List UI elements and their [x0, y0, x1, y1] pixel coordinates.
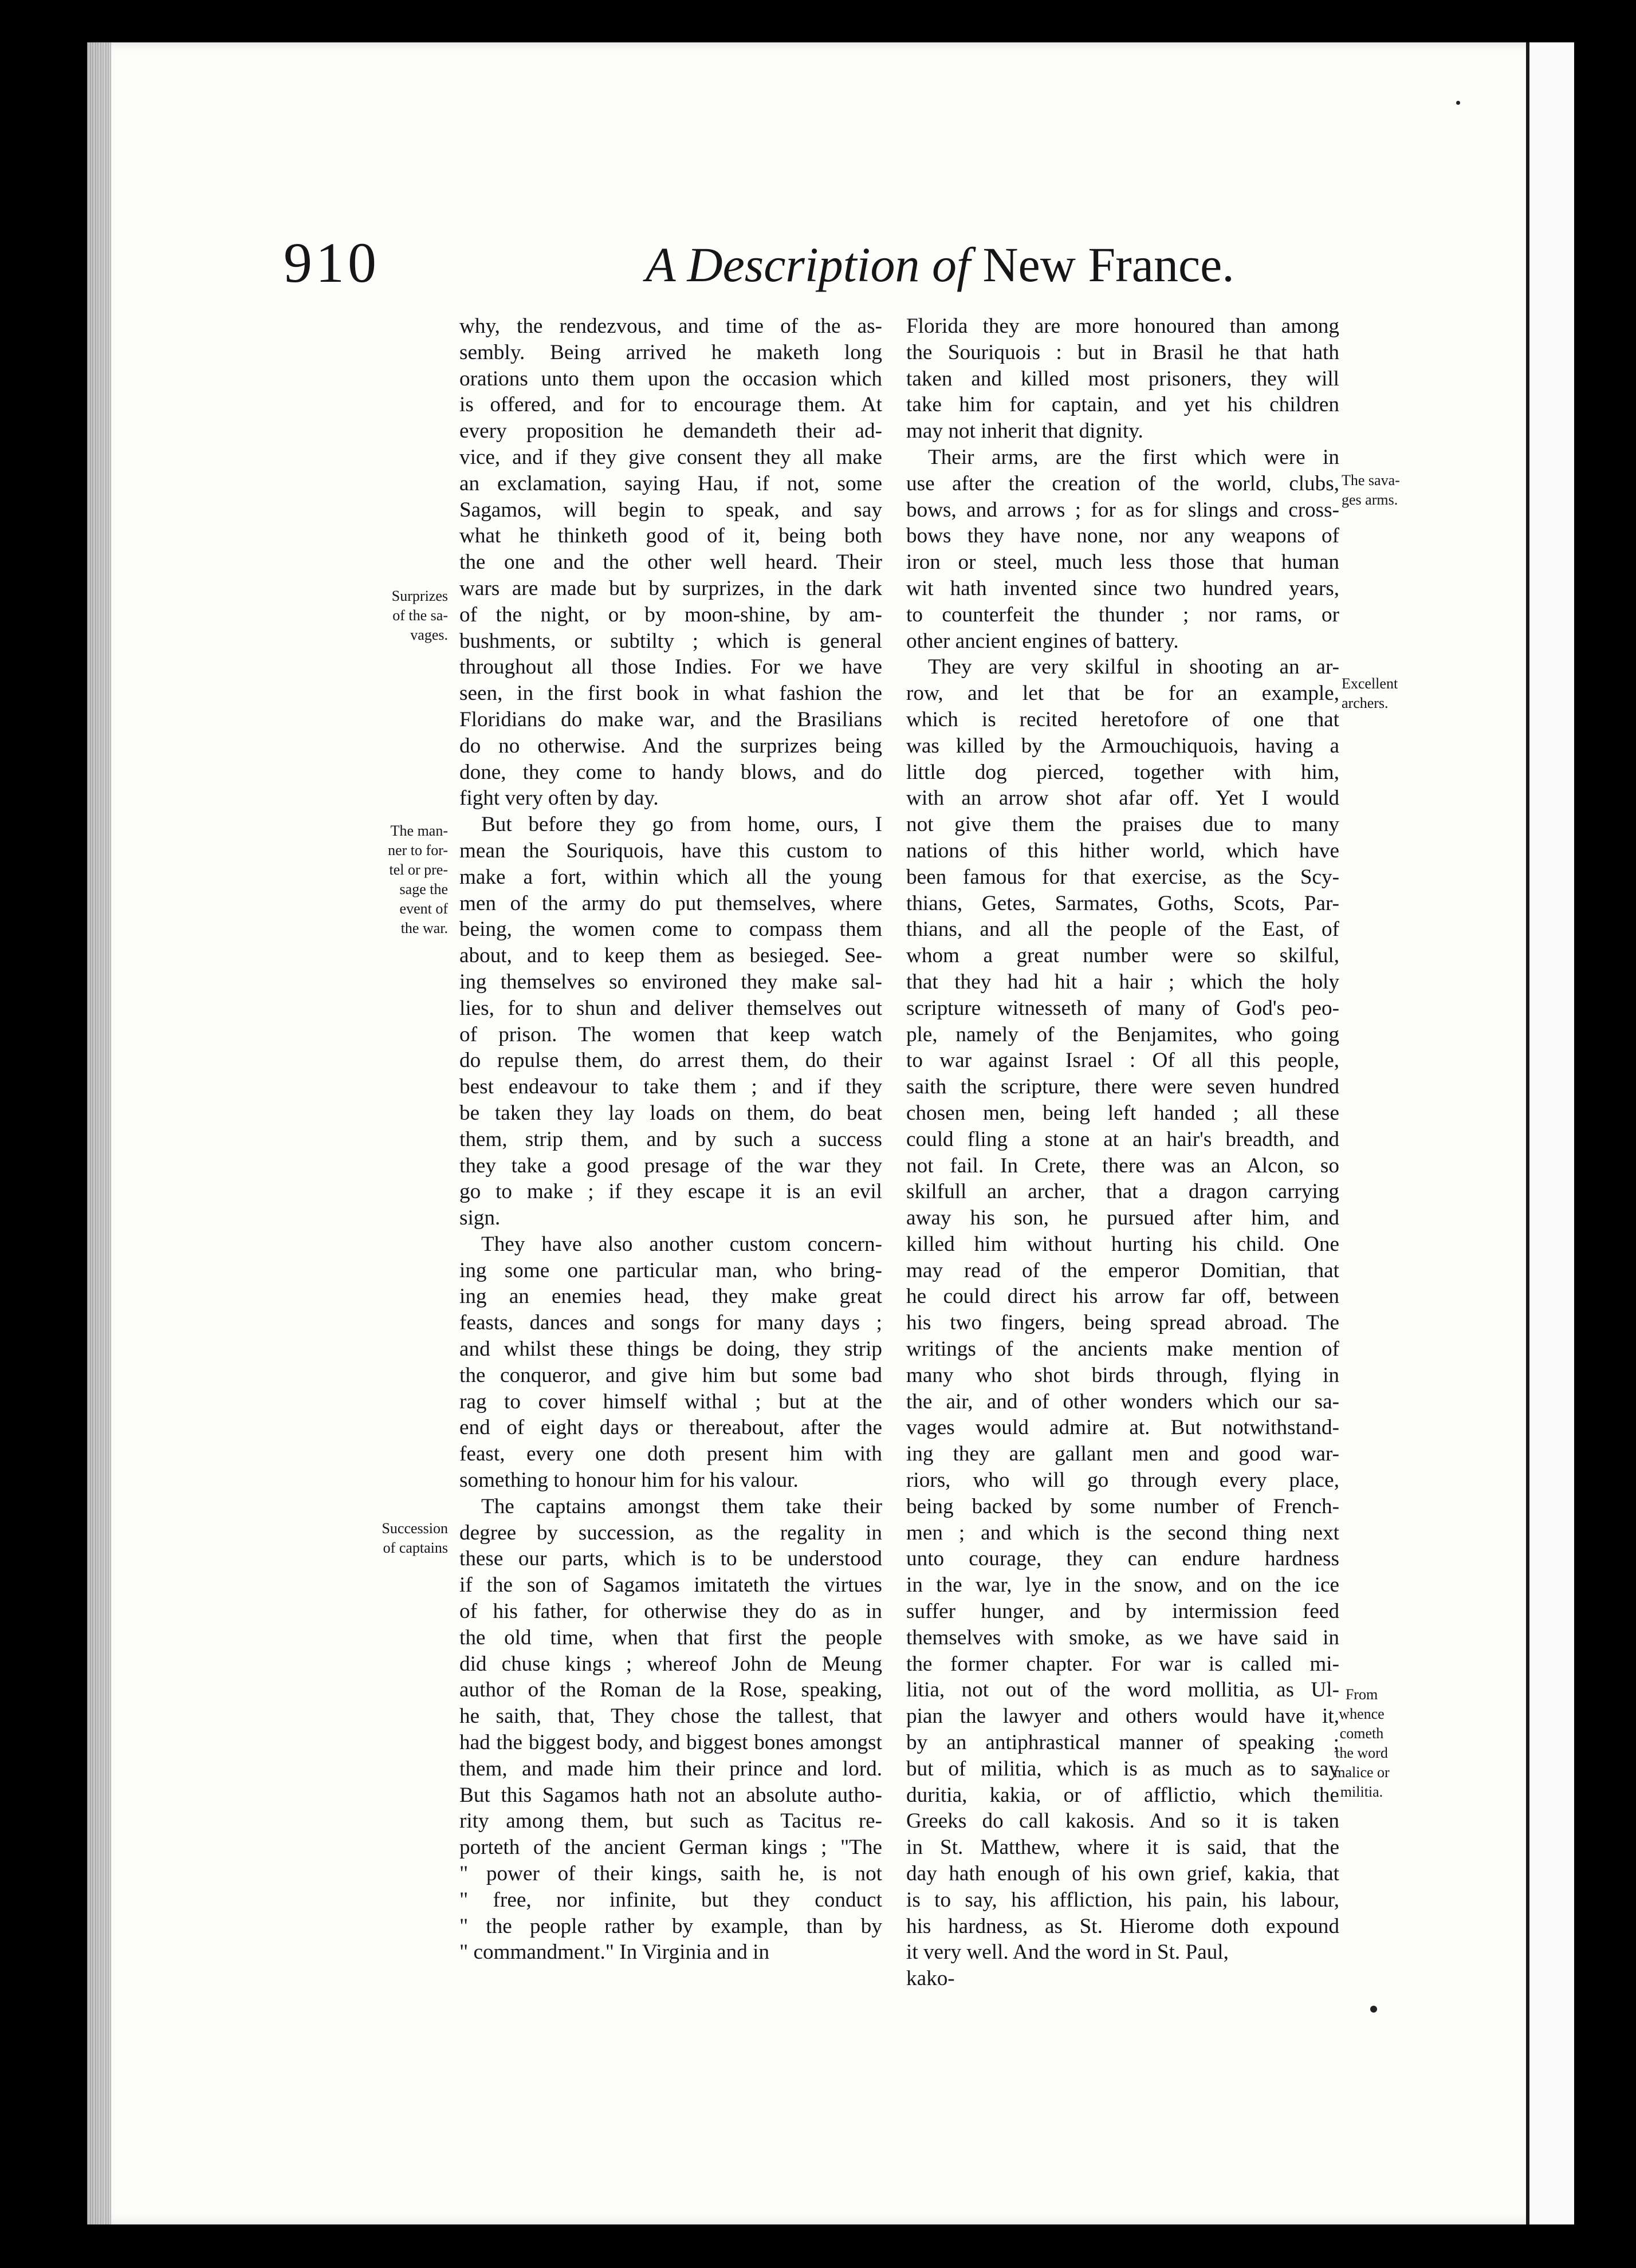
text-line: do no otherwise. And the surprizes being — [459, 734, 882, 758]
text-line: the Souriquois : but in Brasil he that hath — [906, 340, 1339, 364]
text-line: thians, and all the people of the East, of — [906, 918, 1339, 942]
text-line: is to say, his affliction, his pain, his labour, — [906, 1888, 1339, 1912]
text-line: being, the women come to compass them — [459, 918, 882, 942]
margin-note-line: The sava- — [1342, 472, 1400, 489]
right-text-column — [906, 313, 1339, 1992]
text-line: to war against Israel : Of all this people, — [906, 1049, 1339, 1073]
text-line: lies, for to shun and deliver themselves out — [459, 996, 882, 1020]
text-line: make a fort, within which all the young — [459, 865, 882, 889]
margin-note-line: the word — [1335, 1745, 1388, 1761]
text-line: seen, in the first book in what fashion the — [459, 682, 882, 706]
left-text-column — [459, 313, 882, 1966]
text-line: vages would admire at. But notwithstand- — [906, 1416, 1339, 1440]
margin-note-line: The man- — [390, 822, 448, 839]
text-line: is offered, and for to encourage them. At — [459, 393, 882, 417]
text-line: litia, not out of the word mollitia, as Ul- — [906, 1678, 1339, 1702]
text-line: Their arms, are the first which were in — [928, 445, 1339, 469]
text-line: he saith, that, They chose the tallest, that — [459, 1704, 882, 1728]
text-line: the air, and of other wonders which our sa- — [906, 1389, 1339, 1413]
text-line: these our parts, which is to be understood — [459, 1547, 882, 1571]
margin-note-line: ges arms. — [1342, 491, 1398, 508]
text-line: them, and made him their prince and lord. — [459, 1757, 882, 1781]
text-line: little dog pierced, together with him, — [906, 760, 1339, 784]
text-line: unto courage, they can endure hardness — [906, 1547, 1339, 1571]
margin-note-line: sage the — [399, 881, 448, 897]
facing-page-edge — [1526, 42, 1574, 2224]
text-line: bows they have none, nor any weapons of — [906, 524, 1339, 548]
text-line: did chuse kings ; whereof John de Meung — [459, 1652, 882, 1676]
text-line: in the war, lye in the snow, and on the ice — [906, 1573, 1339, 1597]
text-line: sign. — [459, 1206, 501, 1230]
text-line: Sagamos, will begin to speak, and say — [459, 498, 882, 522]
text-line: go to make ; if they escape it is an evil — [459, 1180, 882, 1204]
text-line: wars are made but by surprizes, in the dark — [459, 576, 882, 600]
text-line: themselves with smoke, as we have said in — [906, 1625, 1339, 1649]
text-line: best endeavour to take them ; and if they — [459, 1075, 882, 1099]
text-line: vice, and if they give consent they all make — [459, 445, 882, 469]
margin-note-line: event of — [399, 900, 448, 917]
text-line: men ; and which is the second thing next — [906, 1521, 1339, 1545]
text-line: chosen men, being left handed ; all these — [906, 1101, 1339, 1125]
text-line: of the night, or by moon-shine, by am- — [459, 603, 882, 627]
text-line: But this Sagamos hath not an absolute autho- — [459, 1783, 882, 1807]
text-line: killed him without hurting his child. One — [906, 1232, 1339, 1256]
text-line: end of eight days or thereabout, after the — [459, 1416, 882, 1440]
text-line: about, and to keep them as besieged. See- — [459, 944, 882, 968]
text-line: was killed by the Armouchiquois, having a — [906, 734, 1339, 758]
margin-note-line: vages. — [410, 627, 448, 643]
text-line: his two fingers, being spread abroad. The — [906, 1311, 1339, 1335]
text-line: taken and killed most prisoners, they will — [906, 367, 1339, 391]
text-line: ple, namely of the Benjamites, who going — [906, 1022, 1339, 1046]
ink-speck — [1456, 101, 1460, 105]
running-title-roman: New France. — [982, 237, 1234, 292]
text-line: other ancient engines of battery. — [906, 629, 1179, 653]
text-line: bows, and arrows ; for as for slings and cross- — [906, 498, 1339, 522]
text-line: rity among them, but such as Tacitus re- — [459, 1809, 882, 1833]
margin-note-line: of captains — [383, 1539, 448, 1556]
text-line: suffer hunger, and by intermission feed — [906, 1600, 1339, 1624]
margin-note-archers — [1342, 674, 1398, 713]
text-line: fight very often by day. — [459, 786, 659, 810]
text-line: ing they are gallant men and good war- — [906, 1442, 1339, 1466]
text-line: they take a good presage of the war they — [459, 1153, 882, 1178]
margin-note-line: Surprizes — [391, 588, 448, 604]
text-line: Floridians do make war, and the Brasilians — [459, 707, 882, 731]
book-page — [87, 42, 1526, 2224]
running-title — [646, 237, 1236, 292]
text-line: and whilst these things be doing, they strip — [459, 1337, 882, 1361]
text-line: may not inherit that dignity. — [906, 419, 1143, 443]
text-line: ing some one particular man, who bring- — [459, 1258, 882, 1282]
text-line: why, the rendezvous, and time of the as- — [459, 314, 882, 338]
text-line: an exclamation, saying Hau, if not, some — [459, 471, 882, 495]
text-line: of prison. The women that keep watch — [459, 1022, 882, 1046]
text-line: with an arrow shot afar off. Yet I would — [906, 786, 1339, 810]
text-line: something to honour him for his valour. — [459, 1468, 799, 1493]
scanned-page-spread — [87, 42, 1571, 2224]
text-line: writings of the ancients make mention of — [906, 1337, 1339, 1361]
text-line: degree by succession, as the regality in — [459, 1521, 882, 1545]
margin-note-line: the war. — [400, 920, 448, 936]
text-line: away his son, he pursued after him, and — [906, 1206, 1339, 1230]
text-line: " commandment." In Virginia and in — [459, 1940, 770, 1964]
text-line: may read of the emperor Domitian, that — [906, 1258, 1339, 1282]
text-line: the former chapter. For war is called mi- — [906, 1652, 1339, 1676]
text-line: riors, who will go through every place, — [906, 1468, 1339, 1493]
text-line: that they had hit a hair ; which the holy — [906, 970, 1339, 994]
text-line: nations of this hither world, which have — [906, 838, 1339, 863]
text-line: feasts, dances and songs for many days ; — [459, 1311, 882, 1335]
text-line: rag to cover himself withal ; but at the — [459, 1389, 882, 1413]
text-line: " power of their kings, saith he, is not — [459, 1862, 882, 1886]
text-line: the conqueror, and give him but some bad — [459, 1363, 882, 1387]
text-line: porteth of the ancient German kings ; "The — [459, 1836, 882, 1860]
text-line: what he thinketh good of it, being both — [459, 524, 882, 548]
text-line: mean the Souriquois, have this custom to — [459, 838, 882, 863]
text-line: feast, every one doth present him with — [459, 1442, 882, 1466]
text-line: many who shot birds through, flying in — [906, 1363, 1339, 1387]
text-line: had the biggest body, and biggest bones amongst — [459, 1731, 882, 1755]
text-line: day hath enough of his own grief, kakia, that — [906, 1862, 1339, 1886]
text-line: bushments, or subtilty ; which is general — [459, 629, 882, 653]
page-gutter-edge — [87, 42, 111, 2224]
text-line: wit hath invented since two hundred years, — [906, 576, 1339, 600]
margin-note-arms — [1342, 471, 1400, 510]
text-line: ing themselves so environed they make sal- — [459, 970, 882, 994]
text-line: The captains amongst them take their — [481, 1494, 882, 1518]
margin-note-line: cometh — [1339, 1725, 1384, 1742]
text-line: to counterfeit the thunder ; nor rams, or — [906, 603, 1339, 627]
margin-note-line: whence — [1339, 1706, 1385, 1722]
text-line: his hardness, as St. Hierome doth expound — [906, 1914, 1339, 1938]
margin-note-line: malice or — [1334, 1764, 1390, 1781]
margin-note-line: Succession — [382, 1520, 448, 1537]
text-line: been famous for that exercise, as the Scy- — [906, 865, 1339, 889]
text-line: but of militia, which is as much as to say — [906, 1757, 1339, 1781]
text-line: it very well. And the word in St. Paul, — [906, 1940, 1229, 1964]
text-line: done, they come to handy blows, and do — [459, 760, 882, 784]
text-line: them, strip them, and by such a success — [459, 1127, 882, 1151]
text-line: throughout all those Indies. For we have — [459, 655, 882, 679]
margin-note-line: ner to for- — [388, 842, 448, 859]
text-line: which is recited heretofore of one that — [906, 707, 1339, 731]
text-line: scripture witnesseth of many of God's peo- — [906, 996, 1339, 1020]
text-line: Florida they are more honoured than among — [906, 314, 1339, 338]
text-line: he could direct his arrow far off, between — [906, 1285, 1339, 1309]
text-line: kako- — [906, 1967, 955, 1991]
text-line: ing an enemies head, they make great — [459, 1285, 882, 1309]
text-line: if the son of Sagamos imitateth the virtues — [459, 1573, 882, 1597]
text-line: They have also another custom concern- — [481, 1232, 882, 1256]
margin-note-surprizes — [364, 586, 448, 645]
text-line: do repulse them, do arrest them, do their — [459, 1049, 882, 1073]
text-line: sembly. Being arrived he maketh long — [459, 340, 882, 364]
running-title-italic: A Description of — [646, 237, 970, 292]
text-line: They are very skilful in shooting an ar- — [928, 655, 1339, 679]
text-line: take him for captain, and yet his children — [906, 393, 1339, 417]
text-line: orations unto them upon the occasion which — [459, 367, 882, 391]
text-line: be taken they lay loads on them, do beat — [459, 1101, 882, 1125]
text-line: use after the creation of the world, clubs, — [906, 471, 1339, 495]
text-line: skilfull an archer, that a dragon carrying — [906, 1180, 1339, 1204]
text-line: whom a great number were so skilful, — [906, 944, 1339, 968]
margin-note-line: Excellent — [1342, 675, 1398, 692]
text-line: duritia, kakia, or of afflictio, which the — [906, 1783, 1339, 1807]
text-line: being backed by some number of French- — [906, 1494, 1339, 1518]
margin-note-line: of the sa- — [392, 607, 448, 624]
text-line: not give them the praises due to many — [906, 813, 1339, 837]
text-line: saith the scripture, there were seven hundred — [906, 1075, 1339, 1099]
text-line: could fling a stone at an hair's breadth, and — [906, 1127, 1339, 1151]
margin-note-militia — [1319, 1685, 1405, 1802]
page-number: 910 — [284, 231, 380, 294]
text-line: in St. Matthew, where it is said, that the — [906, 1836, 1339, 1860]
margin-note-succession — [364, 1519, 448, 1558]
ink-speck — [1370, 2006, 1377, 2013]
text-line: men of the army do put themselves, where — [459, 891, 882, 915]
text-line: the old time, when that first the people — [459, 1625, 882, 1649]
margin-note-line: militia. — [1340, 1783, 1383, 1800]
margin-note-line: tel or pre- — [389, 861, 448, 878]
text-line: by an antiphrastical manner of speaking ; — [906, 1731, 1339, 1755]
margin-note-line: archers. — [1342, 695, 1389, 711]
margin-note-line: From — [1345, 1686, 1378, 1703]
text-line: of his father, for otherwise they do as in — [459, 1600, 882, 1624]
text-line: " the people rather by example, than by — [459, 1914, 882, 1938]
text-line: " free, nor infinite, but they conduct — [459, 1888, 882, 1912]
margin-note-fort — [364, 821, 448, 938]
text-line: iron or steel, much less those that human — [906, 550, 1339, 574]
text-line: not fail. In Crete, there was an Alcon, so — [906, 1153, 1339, 1178]
text-line: pian the lawyer and others would have it, — [906, 1704, 1339, 1728]
text-line: row, and let that be for an example, — [906, 682, 1339, 706]
text-line: the one and the other well heard. Their — [459, 550, 882, 574]
text-line: thians, Getes, Sarmates, Goths, Scots, Par- — [906, 891, 1339, 915]
text-line: every proposition he demandeth their ad- — [459, 419, 882, 443]
text-line: author of the Roman de la Rose, speaking, — [459, 1678, 882, 1702]
text-line: Greeks do call kakosis. And so it is taken — [906, 1809, 1339, 1833]
text-line: But before they go from home, ours, I — [481, 813, 882, 837]
